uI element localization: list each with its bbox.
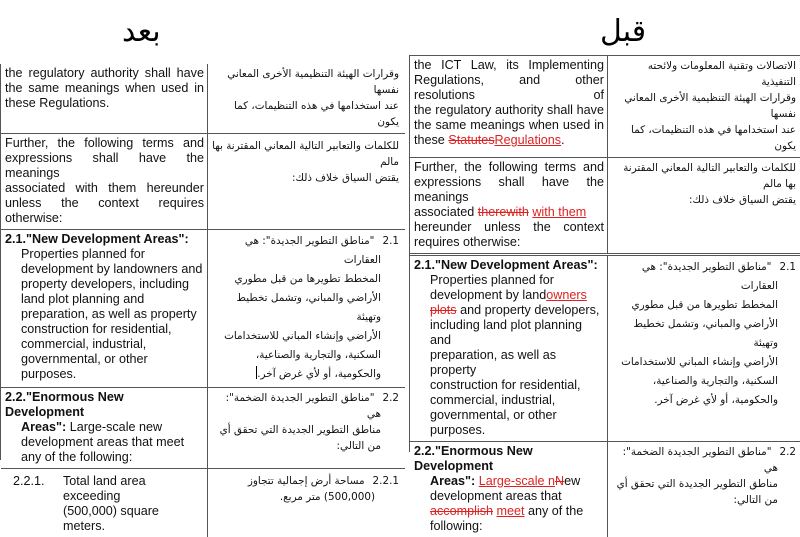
text-line: Further, the following terms and [5,136,204,150]
text-line: "مناطق التطوير الجديدة": هي العقارات [244,235,381,266]
after-document-panel [0,64,405,533]
text-fragment: . [561,133,565,147]
text-line: الاتصالات وتقنية المعلومات ولائحته التنفيذية [647,60,796,88]
clause-number: 2.1 [382,235,399,247]
text-line: governmental, or other [430,408,557,422]
before-row-4 [410,442,800,537]
text-line: يقتض السياق خلاف ذلك: [688,194,796,206]
clause-number: 2.2.1 [372,475,399,487]
after-row-2-arabic [208,134,405,229]
defined-term: "Enormous New Development [414,444,533,473]
after-row-3 [1,230,405,388]
defined-term: "New Development Areas": [435,258,598,272]
text-fragment: and property developers, [456,303,600,317]
before-row-3-arabic [608,256,800,441]
text-line: والحكومية، أو لأي غرض آخر. [654,394,778,406]
before-row-1 [410,56,800,158]
before-row-4-arabic [608,442,800,537]
text-line: من التالي: [733,494,778,506]
text-line: "مناطق التطوير الجديدة": هي العقارات [641,261,778,292]
after-row-5-english [1,469,208,537]
text-line: Properties planned for [21,247,145,261]
text-line: property developers, including [21,277,190,291]
text-line: expressions shall have the meanings [414,175,604,204]
text-line: governmental, or other [21,352,148,366]
text-line: the ICT Law, its Implementing [414,58,604,72]
text-line: unless the context requires [5,196,204,210]
text-line: development by landowners and [21,262,203,276]
text-line: وقرارات الهيئة التنظيمية الأخرى المعاني نفسها [624,92,796,120]
inserted-text: meet [496,504,525,518]
text-line: otherwise: [5,211,63,225]
deleted-text: therewith [477,205,529,219]
after-row-3-arabic [208,230,405,387]
text-line: commercial, industrial, [430,393,556,407]
after-row-4-english [1,388,208,468]
before-row-2-english [410,158,608,253]
text-line: construction for residential, [21,322,172,336]
after-row-3-english [1,230,208,387]
text-line: "مناطق التطوير الجديدة الضخمة": هي [622,446,778,474]
text-line: the regulatory authority shall have [414,103,604,117]
after-row-4 [1,388,405,469]
text-line: مناطق التطوير الجديدة التي تحقق أي [616,478,778,490]
text-line: يقتض السياق خلاف ذلك: [291,172,399,184]
text-line: purposes. [430,423,486,437]
deleted-text: Statutes [448,133,495,147]
inserted-text: Regulations [494,133,562,147]
text-line: these Regulations. [5,96,110,110]
text-line: "مناطق التطوير الجديدة الضخمة": هي [225,392,381,420]
before-document-panel [409,55,800,533]
text-line: وقرارات الهيئة التنظيمية الأخرى المعاني نفسها [227,68,399,96]
text-line: construction for residential, [430,378,581,392]
after-row-5 [1,469,405,537]
text-line: والحكومية، أو لأي غرض آخر. [257,368,381,380]
defined-term: Areas": [21,420,67,434]
text-line: requires otherwise: [414,235,521,249]
text-line: commercial, industrial, [21,337,147,351]
text-line: purposes. [21,367,77,381]
text-line: hereunder unless the context [414,220,604,234]
after-row-1-english [1,64,208,133]
text-line: Large-scale new [69,420,163,434]
text-line: (500,000) متر مربع. [279,491,375,503]
text-line: the regulatory authority shall have [5,66,204,80]
text-line: للكلمات والتعابير التالية المعاني المقترنة بها مالم [623,162,796,190]
text-line: مناطق التطوير الجديدة التي تحقق أي [219,424,381,436]
clause-number: 2.2. [414,444,436,458]
after-row-1-arabic [208,64,405,133]
heading-before: قبل [600,14,647,49]
defined-term: Areas": [430,474,476,488]
before-row-3 [410,256,800,442]
text-line: associated with them hereunder [5,181,204,195]
after-row-2-english [1,134,208,229]
inserted-text: owners [546,288,587,302]
clause-number: 2.2 [779,446,796,458]
text-fragment: ew [564,474,581,488]
deleted-text: plots [430,303,457,317]
text-line: من التالي: [336,440,381,452]
inserted-text: with them [532,205,587,219]
text-line: عند استخدامها في هذه التنظيمات، كما يكون [630,124,796,152]
text-line: (500,000) square meters. [63,504,159,533]
after-row-1 [1,64,405,134]
inserted-text: Large-scale n [478,474,555,488]
text-line: Total land area exceeding [63,474,146,503]
text-line: الأراضي والمباني، وتشمل تخطيط وتهيئة [633,318,778,349]
text-line: مساحة أرض إجمالية تتجاوز [247,475,365,487]
before-row-4-english [410,442,608,537]
text-line: preparation, as well as property [21,307,197,321]
text-line: the same meanings when used in [414,118,604,132]
text-line: للكلمات والتعابير التالية المعاني المقترنة بها مالم [212,140,399,168]
deleted-text: accomplish [430,504,493,518]
clause-number: 2.1. [414,258,436,272]
text-line: any of the following: [21,450,133,464]
text-line: land plot planning and [21,292,145,306]
text-line: expressions shall have the meanings [5,151,204,180]
clause-number: 2.2.1. [13,474,45,488]
clause-number: 2.2 [382,392,399,404]
text-line: عند استخدامها في هذه التنظيمات، كما يكون [233,100,399,128]
text-line: المخطط تطويرها من قبل مطوري [234,273,381,285]
text-fragment: development by land [430,288,547,302]
defined-term: "Enormous New Development [5,390,124,419]
clause-number: 2.2. [5,390,27,404]
text-line: الأراضي وإنشاء المباني للاستخدامات [224,330,381,342]
text-line: the same meanings when used in [5,81,204,95]
text-line: Properties planned for [430,273,554,287]
before-row-2-arabic [608,158,800,253]
text-line: السكنية، والتجارية والصناعية، [652,375,778,387]
text-fragment: any of the [524,504,584,518]
after-row-5-arabic [208,469,405,537]
text-line: development areas that [430,489,562,503]
before-row-1-arabic [608,56,800,157]
text-line: preparation, as well as property [430,348,557,377]
heading-after: بعد [122,14,161,49]
text-line: Regulations, and other resolutions of [414,73,604,102]
text-fragment: these [414,133,449,147]
defined-term: "New Development Areas": [26,232,189,246]
text-line: following: [430,519,483,533]
text-fragment: associated [414,205,478,219]
text-line: المخطط تطويرها من قبل مطوري [631,299,778,311]
after-row-4-arabic [208,388,405,468]
before-row-1-english [410,56,608,157]
before-row-2 [410,158,800,256]
clause-number: 2.1 [779,261,796,273]
after-row-2 [1,134,405,230]
text-line: الأراضي وإنشاء المباني للاستخدامات [621,356,778,368]
text-line: السكنية، والتجارية والصناعية، [255,349,381,361]
before-row-3-english [410,256,608,441]
clause-number: 2.1. [5,232,27,246]
text-line: الأراضي والمباني، وتشمل تخطيط وتهيئة [236,292,381,323]
text-line: Further, the following terms and [414,160,604,174]
text-line: development areas that meet [21,435,185,449]
text-line: including land plot planning and [430,318,582,347]
deleted-text: N [555,474,565,488]
